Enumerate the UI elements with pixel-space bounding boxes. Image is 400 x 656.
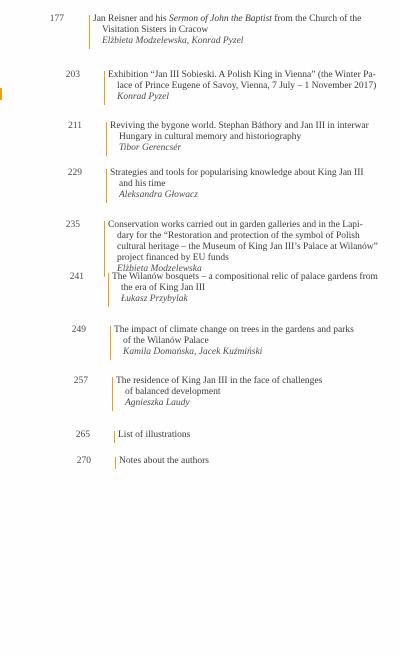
toc-page-number: 249 xyxy=(71,325,86,335)
toc-entry-body xyxy=(114,325,354,358)
toc-title-line xyxy=(108,220,378,231)
toc-title-text: The impact of climate change on trees in the gardens and parks xyxy=(114,325,354,335)
toc-author: Elżbieta Modzelewska xyxy=(117,264,202,274)
toc-entry-body xyxy=(108,220,378,275)
toc-title-text: cultural heritage – the Museum of King Jan III’s Palace at Wilanów” xyxy=(117,242,378,252)
toc-title-text: Visitation Sisters in Cracow xyxy=(102,25,209,35)
toc-title-line xyxy=(110,121,369,132)
toc-accent-bar xyxy=(104,71,105,105)
toc-title-line xyxy=(108,242,378,253)
toc-author: Elżbieta Modzelewska, Konrad Pyzel xyxy=(102,36,244,46)
toc-title-line xyxy=(110,168,364,179)
toc-title-text: The residence of King Jan III in the face of challenges xyxy=(116,376,323,386)
toc-accent-bar xyxy=(114,431,115,443)
toc-title-text: project financed by EU funds xyxy=(117,253,229,263)
toc-accent-bar xyxy=(106,122,107,156)
toc-author: Tibor Gerencsér xyxy=(119,143,182,153)
toc-page-number: 203 xyxy=(65,70,80,80)
toc-page-number: 235 xyxy=(65,220,80,230)
toc-title-line xyxy=(110,179,364,190)
toc-page-number: 265 xyxy=(75,430,90,440)
toc-title-text: The Wilanów bosquets – a compositional relic of palace gardens from xyxy=(112,272,378,282)
toc-author: Łukasz Przybylak xyxy=(121,294,188,304)
toc-page-number: 229 xyxy=(67,168,82,178)
toc-title-text: of the Wilanów Palace xyxy=(123,336,209,346)
toc-entry-body xyxy=(119,456,209,467)
toc-title-text: Conservation works carried out in garden galleries and in the Lapi- xyxy=(108,220,363,230)
toc-title-text: dary for the “Restoration and protection of the symbol of Polish xyxy=(117,231,360,241)
toc-entry-body xyxy=(116,376,322,409)
toc-title-line xyxy=(108,253,378,264)
toc-page-number: 241 xyxy=(69,272,84,282)
toc-title-line xyxy=(116,387,322,398)
toc-page-number: 257 xyxy=(73,376,88,386)
toc-page-number: 177 xyxy=(49,14,64,24)
toc-title-line xyxy=(108,70,376,81)
toc-title-line xyxy=(93,25,361,36)
toc-title-text: Reviving the bygone world. Stephan Báthory and Jan III in interwar xyxy=(110,121,369,131)
toc-accent-bar xyxy=(104,221,105,277)
toc-accent-bar xyxy=(112,377,113,411)
toc-title-text: Exhibition “Jan III Sobieski. A Polish King in Vienna” (the Winter Pa- xyxy=(108,70,376,80)
toc-page-number: 211 xyxy=(68,121,82,131)
toc-title-text: List of illustrations xyxy=(118,430,191,440)
toc-title-line xyxy=(108,231,378,242)
toc-author: Kamila Domańska, Jacek Kuźmiński xyxy=(123,347,263,357)
toc-title-text: of balanced development xyxy=(125,387,221,397)
toc-title-text: the era of King Jan III xyxy=(121,283,206,293)
toc-entry-body xyxy=(108,70,376,103)
toc-entry-body xyxy=(112,272,378,305)
toc-entry-body xyxy=(110,121,369,154)
toc-author: Agnieszka Laudy xyxy=(125,398,190,408)
toc-title-line xyxy=(114,325,354,336)
toc-title-line xyxy=(118,430,190,441)
toc-accent-bar xyxy=(89,15,90,49)
toc-author: Aleksandra Głowacz xyxy=(119,190,198,200)
toc-title-text: Notes about the authors xyxy=(119,456,209,466)
toc-title-text: Jan Reisner and his xyxy=(93,14,169,24)
toc-title-text: Strategies and tools for popularising knowledge about King Jan III xyxy=(110,168,364,178)
toc-accent-bar xyxy=(106,169,107,203)
toc-accent-bar xyxy=(115,457,116,469)
toc-title-line xyxy=(112,283,378,294)
toc-accent-bar xyxy=(108,273,109,307)
toc-title-text-continued: from the Church of the xyxy=(271,14,362,24)
toc-author: Konrad Pyzel xyxy=(117,92,169,102)
toc-entry-body xyxy=(110,168,364,201)
toc-accent-bar xyxy=(110,326,111,360)
toc-title-text: lace of Prince Eugene of Savoy, Vienna, 7 July – 1 November 2017) xyxy=(117,81,377,91)
toc-title-line xyxy=(112,272,378,283)
toc-title-line xyxy=(114,336,354,347)
toc-title-line xyxy=(119,456,209,467)
toc-title-line xyxy=(110,132,369,143)
toc-title-line xyxy=(116,376,322,387)
toc-title-text: and his time xyxy=(119,179,166,189)
toc-title-italic-text: Sermon of John the Baptist xyxy=(169,14,272,24)
toc-entry-body xyxy=(118,430,190,441)
toc-title-line xyxy=(93,14,361,25)
toc-page-number: 270 xyxy=(76,456,91,466)
toc-title-line xyxy=(108,81,376,92)
toc-title-text: Hungary in cultural memory and historiography xyxy=(119,132,302,142)
toc-entry-body xyxy=(93,14,361,47)
